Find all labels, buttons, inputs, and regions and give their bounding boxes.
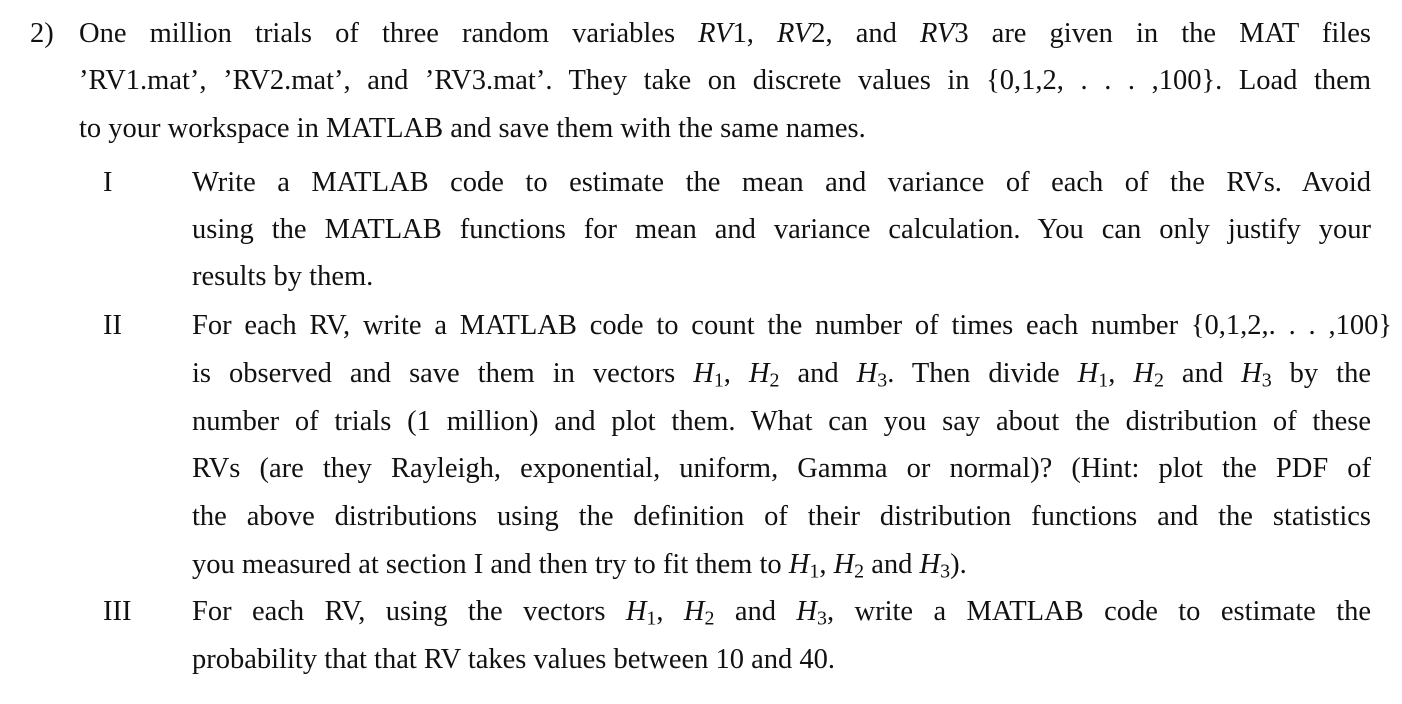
intro-line-1: One million trials of three random variables RV1, RV2, and RV3 are given in the MAT files: [79, 18, 1371, 49]
part-ii-line-3: number of trials (1 million) and plot them. What can you say about the distribution of these: [192, 406, 1371, 437]
part-iii-line-1: For each RV, using the vectors $H_1$, $H_2$ and $H_3$, write a MATLAB code to estimate the: [192, 596, 1372, 630]
part-label-i: I: [103, 167, 113, 198]
part-i-line-1: Write a MATLAB code to estimate the mean and variance of each of the RVs. Avoid: [192, 167, 1371, 198]
part-label-ii: II: [103, 310, 122, 341]
part-ii-line-5: the above distributions using the definition of their distribution functions and the statistics: [192, 501, 1371, 532]
part-iii-line-2: probability that that RV takes values between 10 and 40.: [192, 644, 836, 675]
part-i-line-2: using the MATLAB functions for mean and variance calculation. You can only justify your: [192, 214, 1371, 245]
intro-line-2: ’RV1.mat’, ’RV2.mat’, and ’RV3.mat’. They take on discrete values in {0,1,2, . . . ,100}. Load them: [79, 65, 1371, 96]
part-ii-line-1: For each RV, write a MATLAB code to count the number of times each number {0,1,2,. . . ,100}: [192, 310, 1392, 341]
problem-number: 2): [30, 18, 54, 49]
part-ii-line-4: RVs (are they Rayleigh, exponential, uniform, Gamma or normal)? (Hint: plot the PDF of: [192, 453, 1371, 484]
part-ii-line-6: you measured at section I and then try to fit them to $H_1$, $H_2$ and $H_3$).: [192, 549, 967, 583]
intro-line-3: to your workspace in MATLAB and save them with the same names.: [79, 113, 866, 144]
part-ii-line-2: is observed and save them in vectors $H_1$, $H_2$ and $H_3$. Then divide $H_1$, $H_2$ and $H_3$ by the: [192, 358, 1371, 392]
part-label-iii: III: [103, 596, 132, 627]
part-i-line-3: results by them.: [192, 261, 374, 292]
